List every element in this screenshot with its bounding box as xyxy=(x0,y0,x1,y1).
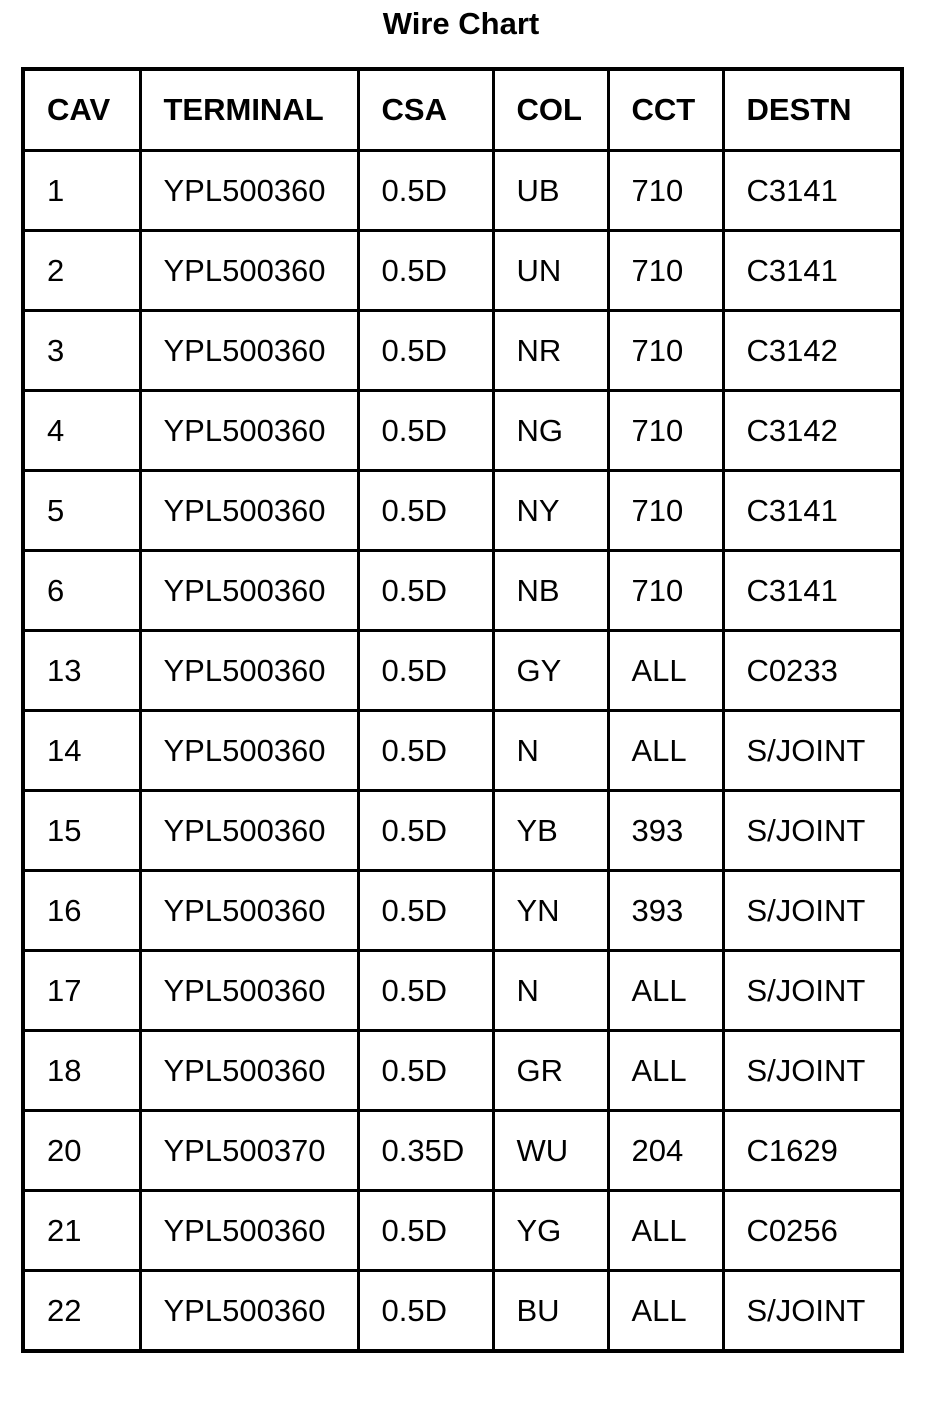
cell-destn: C3142 xyxy=(723,311,902,391)
cell-csa: 0.5D xyxy=(358,151,493,231)
cell-terminal: YPL500360 xyxy=(140,551,358,631)
cell-col: WU xyxy=(493,1111,608,1191)
header-destn: DESTN xyxy=(723,69,902,151)
header-terminal: TERMINAL xyxy=(140,69,358,151)
cell-col: NR xyxy=(493,311,608,391)
table-row xyxy=(23,551,902,631)
header-row xyxy=(23,69,902,151)
cell-col: UB xyxy=(493,151,608,231)
table-row xyxy=(23,951,902,1031)
cell-cav: 17 xyxy=(23,951,140,1031)
cell-cav: 4 xyxy=(23,391,140,471)
cell-cav: 6 xyxy=(23,551,140,631)
table-row xyxy=(23,311,902,391)
cell-cct: ALL xyxy=(608,1191,723,1271)
cell-terminal: YPL500360 xyxy=(140,1191,358,1271)
cell-col: GY xyxy=(493,631,608,711)
cell-destn: S/JOINT xyxy=(723,1271,902,1352)
table-row xyxy=(23,791,902,871)
cell-destn: S/JOINT xyxy=(723,951,902,1031)
table-body xyxy=(23,151,902,1352)
cell-cav: 13 xyxy=(23,631,140,711)
cell-cct: ALL xyxy=(608,951,723,1031)
cell-destn: C0256 xyxy=(723,1191,902,1271)
cell-terminal: YPL500360 xyxy=(140,1271,358,1352)
cell-csa: 0.5D xyxy=(358,231,493,311)
cell-cav: 5 xyxy=(23,471,140,551)
cell-col: NB xyxy=(493,551,608,631)
cell-terminal: YPL500360 xyxy=(140,471,358,551)
cell-cct: 204 xyxy=(608,1111,723,1191)
cell-cct: ALL xyxy=(608,1271,723,1352)
cell-col: NY xyxy=(493,471,608,551)
table-row xyxy=(23,631,902,711)
cell-cav: 1 xyxy=(23,151,140,231)
cell-terminal: YPL500360 xyxy=(140,231,358,311)
cell-col: BU xyxy=(493,1271,608,1352)
cell-csa: 0.5D xyxy=(358,1271,493,1352)
cell-terminal: YPL500370 xyxy=(140,1111,358,1191)
cell-destn: C3141 xyxy=(723,551,902,631)
cell-cct: ALL xyxy=(608,1031,723,1111)
table-row xyxy=(23,1191,902,1271)
table-row xyxy=(23,1031,902,1111)
cell-csa: 0.5D xyxy=(358,391,493,471)
cell-csa: 0.35D xyxy=(358,1111,493,1191)
cell-col: YN xyxy=(493,871,608,951)
cell-csa: 0.5D xyxy=(358,311,493,391)
cell-csa: 0.5D xyxy=(358,631,493,711)
cell-terminal: YPL500360 xyxy=(140,151,358,231)
cell-csa: 0.5D xyxy=(358,951,493,1031)
cell-csa: 0.5D xyxy=(358,711,493,791)
table-row xyxy=(23,711,902,791)
table-row xyxy=(23,1111,902,1191)
table-row xyxy=(23,1271,902,1352)
cell-cct: 710 xyxy=(608,391,723,471)
page-title: Wire Chart xyxy=(382,6,540,41)
cell-col: YG xyxy=(493,1191,608,1271)
cell-cav: 22 xyxy=(23,1271,140,1352)
cell-destn: S/JOINT xyxy=(723,791,902,871)
table-row xyxy=(23,231,902,311)
cell-col: GR xyxy=(493,1031,608,1111)
cell-destn: S/JOINT xyxy=(723,1031,902,1111)
cell-destn: C3141 xyxy=(723,471,902,551)
cell-cct: 710 xyxy=(608,551,723,631)
cell-destn: S/JOINT xyxy=(723,871,902,951)
cell-cav: 16 xyxy=(23,871,140,951)
cell-terminal: YPL500360 xyxy=(140,311,358,391)
cell-terminal: YPL500360 xyxy=(140,951,358,1031)
table-row xyxy=(23,151,902,231)
cell-destn: C1629 xyxy=(723,1111,902,1191)
cell-destn: S/JOINT xyxy=(723,711,902,791)
cell-cct: 710 xyxy=(608,231,723,311)
cell-terminal: YPL500360 xyxy=(140,711,358,791)
cell-terminal: YPL500360 xyxy=(140,871,358,951)
cell-destn: C3141 xyxy=(723,231,902,311)
cell-cav: 20 xyxy=(23,1111,140,1191)
cell-terminal: YPL500360 xyxy=(140,391,358,471)
cell-col: UN xyxy=(493,231,608,311)
table-row xyxy=(23,471,902,551)
cell-csa: 0.5D xyxy=(358,471,493,551)
cell-cct: ALL xyxy=(608,631,723,711)
header-col: COL xyxy=(493,69,608,151)
cell-csa: 0.5D xyxy=(358,871,493,951)
cell-csa: 0.5D xyxy=(358,1031,493,1111)
cell-terminal: YPL500360 xyxy=(140,791,358,871)
cell-cct: ALL xyxy=(608,711,723,791)
cell-col: N xyxy=(493,711,608,791)
cell-cct: 393 xyxy=(608,791,723,871)
cell-col: NG xyxy=(493,391,608,471)
cell-cct: 393 xyxy=(608,871,723,951)
cell-cav: 18 xyxy=(23,1031,140,1111)
cell-cav: 2 xyxy=(23,231,140,311)
cell-destn: C3141 xyxy=(723,151,902,231)
cell-cct: 710 xyxy=(608,311,723,391)
cell-cav: 15 xyxy=(23,791,140,871)
cell-destn: C0233 xyxy=(723,631,902,711)
cell-cct: 710 xyxy=(608,471,723,551)
cell-terminal: YPL500360 xyxy=(140,631,358,711)
header-csa: CSA xyxy=(358,69,493,151)
cell-col: N xyxy=(493,951,608,1031)
cell-col: YB xyxy=(493,791,608,871)
table-row xyxy=(23,391,902,471)
cell-cav: 21 xyxy=(23,1191,140,1271)
cell-cav: 3 xyxy=(23,311,140,391)
cell-destn: C3142 xyxy=(723,391,902,471)
cell-cav: 14 xyxy=(23,711,140,791)
cell-csa: 0.5D xyxy=(358,1191,493,1271)
cell-terminal: YPL500360 xyxy=(140,1031,358,1111)
cell-csa: 0.5D xyxy=(358,551,493,631)
header-cav: CAV xyxy=(23,69,140,151)
table-row xyxy=(23,871,902,951)
header-cct: CCT xyxy=(608,69,723,151)
cell-csa: 0.5D xyxy=(358,791,493,871)
cell-cct: 710 xyxy=(608,151,723,231)
wire-chart-table xyxy=(21,67,904,1353)
